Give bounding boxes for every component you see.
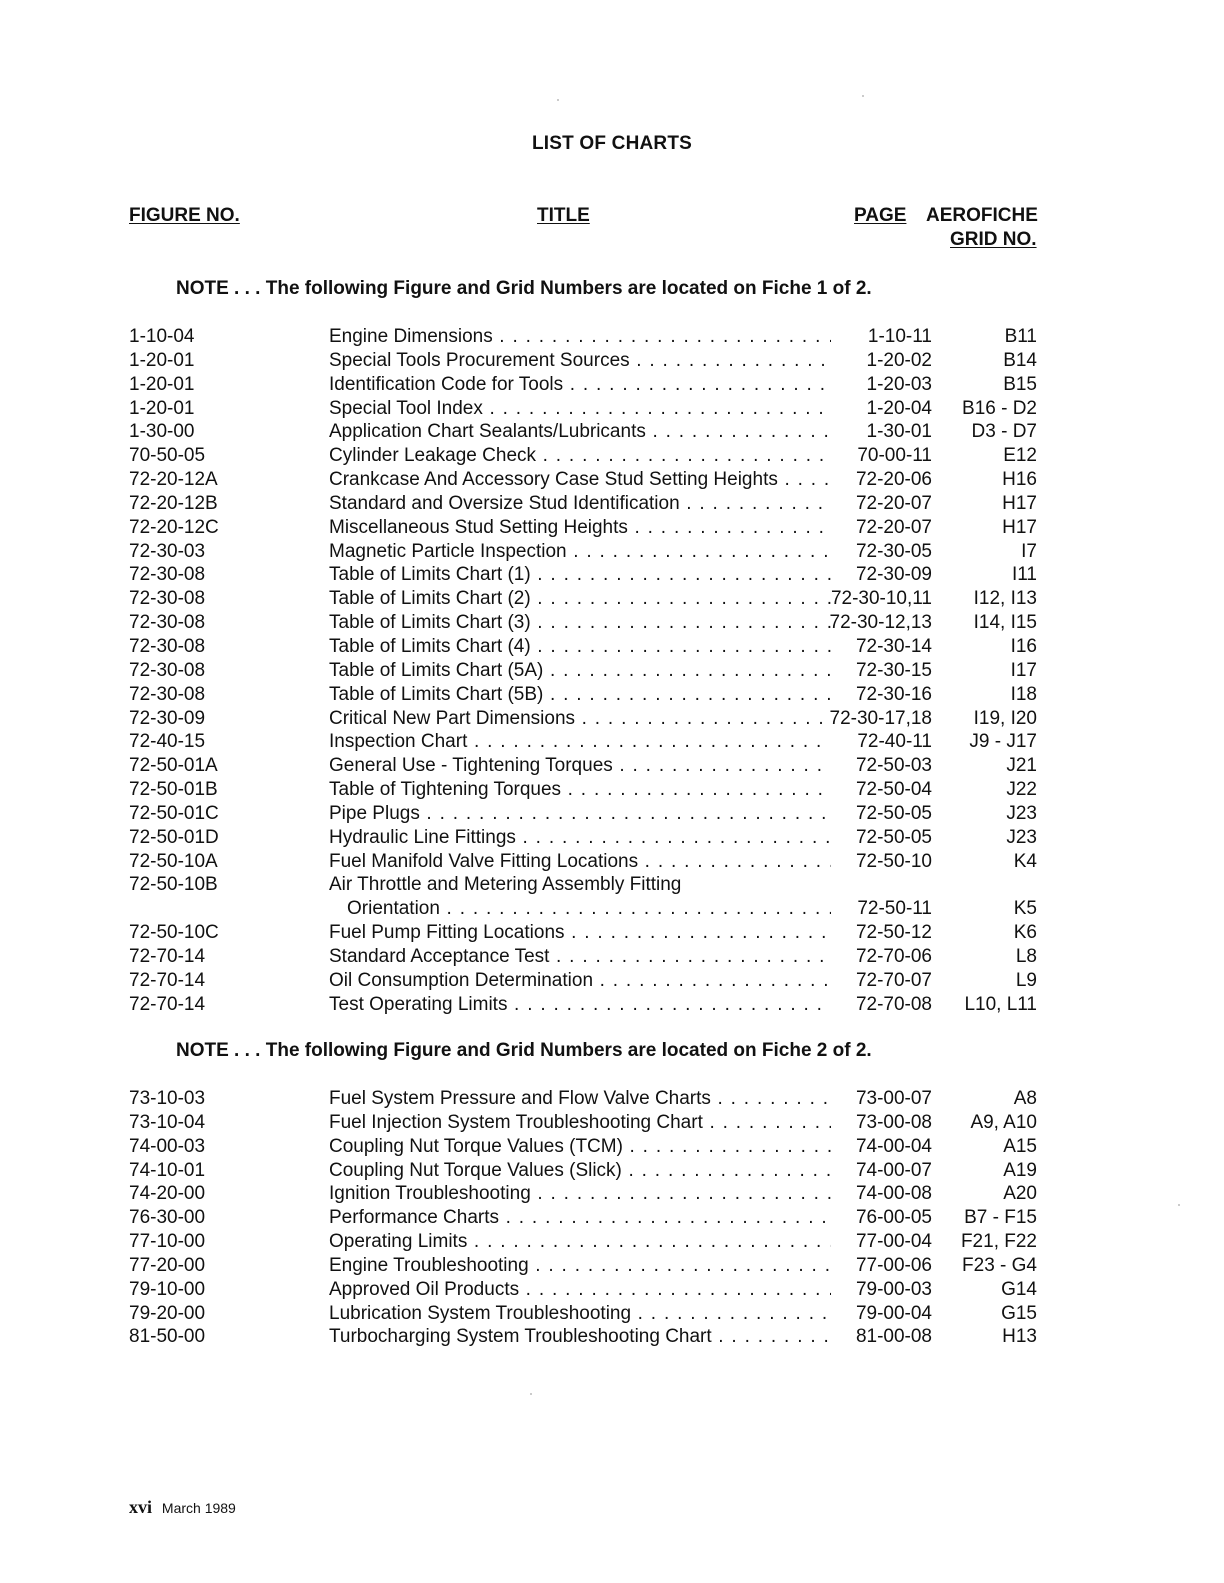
figure-number: 72-30-09 (129, 707, 206, 729)
figure-number: 72-30-03 (129, 540, 206, 562)
figure-number: 79-20-00 (129, 1302, 206, 1324)
figure-number: 72-30-08 (129, 564, 206, 586)
chart-title: Engine Dimensions . . . (329, 325, 831, 349)
scan-speck (862, 95, 864, 97)
figure-number: 72-70-14 (129, 945, 206, 967)
chart-list-row (0, 1325, 1224, 1349)
aerofiche-grid-number: I16 (1010, 635, 1037, 657)
chart-title: Identification Code for Tools . . . (329, 373, 831, 397)
aerofiche-grid-number: L8 (1015, 945, 1037, 967)
footer-date: March 1989 (161, 1500, 236, 1516)
figure-number: 72-30-08 (129, 588, 206, 610)
page-reference: 72-50-04 (855, 779, 932, 801)
page-reference: 74-00-08 (855, 1183, 932, 1205)
page-reference: 73-00-08 (855, 1111, 932, 1133)
chart-title: Pipe Plugs . . . (329, 802, 831, 826)
aerofiche-grid-number: B11 (1004, 326, 1037, 347)
chart-list-row (0, 373, 1224, 397)
page-reference: 77-00-06 (855, 1254, 932, 1276)
figure-number: 72-20-12A (129, 469, 218, 491)
chart-list-row (0, 945, 1224, 969)
page-reference: 1-20-04 (866, 397, 932, 419)
chart-title: Engine Troubleshooting . . . (329, 1254, 831, 1278)
chart-list-row (0, 1230, 1224, 1254)
figure-number: 72-30-08 (129, 659, 206, 681)
chart-list-row (0, 492, 1224, 516)
aerofiche-grid-number: L9 (1015, 969, 1037, 991)
figure-number: 72-50-10A (129, 850, 218, 872)
figure-number: 72-70-14 (129, 969, 206, 991)
chart-title: Standard Acceptance Test . . . (329, 945, 831, 969)
figure-number: 1-10-04 (129, 326, 195, 347)
aerofiche-grid-number: J21 (1006, 755, 1037, 777)
page-reference: 72-20-07 (855, 516, 932, 538)
page-title: LIST OF CHARTS (531, 133, 693, 154)
chart-title: Special Tools Procurement Sources . . . (329, 349, 831, 373)
chart-list-row (0, 563, 1224, 587)
chart-title: Orientation . . . (347, 897, 831, 921)
page-reference: 81-00-08 (855, 1326, 932, 1348)
aerofiche-grid-number: E12 (1003, 445, 1037, 467)
figure-number: 81-50-00 (129, 1326, 206, 1348)
chart-list-row (0, 1182, 1224, 1206)
chart-title: Performance Charts . . . (329, 1206, 831, 1230)
scan-speck (557, 99, 559, 101)
figure-number: 1-20-01 (129, 397, 195, 419)
aerofiche-grid-number: G14 (1001, 1278, 1037, 1300)
chart-list-row (0, 1302, 1224, 1326)
chart-list-row (0, 683, 1224, 707)
chart-title: Application Chart Sealants/Lubricants . . . (329, 420, 831, 444)
chart-title: General Use - Tightening Torques . . . (329, 754, 831, 778)
fiche-2-chart-list (0, 1087, 1224, 1349)
page-reference: 73-00-07 (855, 1088, 932, 1109)
page-reference: 72-30-14 (855, 635, 932, 657)
figure-number: 1-30-00 (129, 421, 195, 443)
chart-list-row (0, 540, 1224, 564)
aerofiche-grid-number: K5 (1013, 898, 1037, 920)
aerofiche-grid-number: I17 (1010, 659, 1037, 681)
scan-speck (1178, 1204, 1180, 1206)
chart-title: Table of Limits Chart (5A) . . . (329, 659, 831, 683)
page-reference: 72-30-10,11 (830, 588, 932, 610)
aerofiche-grid-number: G15 (1001, 1302, 1037, 1324)
page-reference: 72-20-07 (855, 492, 932, 514)
page-reference: 1-10-11 (867, 326, 932, 347)
chart-list-row (0, 397, 1224, 421)
page-footer (129, 1497, 236, 1518)
aerofiche-grid-number: H17 (1002, 516, 1037, 538)
page-reference: 72-70-07 (855, 969, 932, 991)
chart-title: Oil Consumption Determination . . . (329, 969, 831, 993)
figure-number: 72-30-08 (129, 683, 206, 705)
chart-list-row (0, 802, 1224, 826)
chart-list-row (0, 1087, 1224, 1111)
aerofiche-grid-number: I11 (1011, 564, 1037, 586)
aerofiche-grid-number: F23 - G4 (962, 1254, 1037, 1276)
aerofiche-grid-number: A19 (1003, 1159, 1037, 1181)
figure-number: 77-10-00 (129, 1231, 206, 1253)
page-reference: 74-00-04 (855, 1135, 932, 1157)
aerofiche-grid-number: B7 - F15 (964, 1207, 1037, 1229)
chart-title: Table of Limits Chart (1) . . . (329, 563, 831, 587)
chart-title: Miscellaneous Stud Setting Heights . . . (329, 516, 831, 540)
chart-title: Crankcase And Accessory Case Stud Setting Heights . . . (329, 468, 831, 492)
figure-number: 1-20-01 (129, 373, 195, 395)
chart-list-row (0, 826, 1224, 850)
aerofiche-grid-number: H16 (1002, 469, 1037, 491)
chart-list-row (0, 468, 1224, 492)
chart-title: Approved Oil Products . . . (329, 1278, 831, 1302)
figure-number: 72-50-10B (129, 874, 218, 896)
aerofiche-grid-number: H17 (1002, 492, 1037, 514)
aerofiche-grid-number: I19, I20 (973, 707, 1037, 729)
chart-list-row (0, 325, 1224, 349)
chart-list-row (0, 707, 1224, 731)
chart-title: Hydraulic Line Fittings . . . (329, 826, 831, 850)
chart-list-row (0, 873, 1224, 897)
fiche-1-chart-list (0, 325, 1224, 1016)
chart-title: Turbocharging System Troubleshooting Chart . . . (329, 1325, 831, 1349)
aerofiche-grid-number: A20 (1003, 1183, 1037, 1205)
chart-title: Table of Tightening Torques . . . (329, 778, 831, 802)
chart-title: Coupling Nut Torque Values (TCM) . . . (329, 1135, 831, 1159)
footer-page-number: xvi (129, 1497, 153, 1517)
chart-list-row (0, 1206, 1224, 1230)
aerofiche-grid-number: J23 (1006, 826, 1037, 848)
chart-title: Table of Limits Chart (5B) . . . (329, 683, 831, 707)
chart-title: Inspection Chart . . . (329, 730, 831, 754)
chart-title: Operating Limits . . . (329, 1230, 831, 1254)
chart-list-row (0, 516, 1224, 540)
page-reference: 72-50-05 (855, 802, 932, 824)
scan-speck (530, 1393, 532, 1395)
aerofiche-grid-number: A9, A10 (970, 1111, 1037, 1133)
chart-title: Fuel System Pressure and Flow Valve Charts . . . (329, 1087, 831, 1111)
fiche-1-note: NOTE . . . The following Figure and Grid Numbers are located on Fiche 1 of 2. (176, 278, 872, 299)
page-reference: 72-50-11 (857, 898, 932, 920)
chart-title: Special Tool Index . . . (329, 397, 831, 421)
chart-list-row (0, 921, 1224, 945)
page-reference: 72-30-16 (855, 683, 932, 705)
header-title: TITLE (537, 205, 590, 226)
figure-number: 77-20-00 (129, 1254, 206, 1276)
figure-number: 76-30-00 (129, 1207, 206, 1229)
chart-list-row (0, 420, 1224, 444)
aerofiche-grid-number: B15 (1003, 373, 1037, 395)
chart-list-row (0, 1159, 1224, 1183)
figure-number: 73-10-04 (129, 1111, 206, 1133)
chart-title: Cylinder Leakage Check . . . (329, 444, 831, 468)
chart-title: Test Operating Limits . . . (329, 993, 831, 1017)
page-reference: 1-20-03 (866, 373, 932, 395)
chart-list-row (0, 659, 1224, 683)
figure-number: 72-50-01B (129, 779, 218, 801)
page-reference: 1-30-01 (866, 421, 932, 443)
figure-number: 74-00-03 (129, 1135, 206, 1157)
chart-list-row (0, 349, 1224, 373)
chart-title: Critical New Part Dimensions . . . (329, 707, 831, 731)
chart-title: Lubrication System Troubleshooting . . . (329, 1302, 831, 1326)
page-reference: 72-30-15 (855, 659, 932, 681)
page-reference: 72-30-05 (855, 540, 932, 562)
figure-number: 74-10-01 (129, 1159, 206, 1181)
header-figure-no: FIGURE NO. (129, 205, 240, 226)
aerofiche-grid-number: I14, I15 (973, 612, 1037, 634)
aerofiche-grid-number: D3 - D7 (971, 421, 1037, 443)
figure-number: 79-10-00 (129, 1278, 206, 1300)
chart-list-row (0, 1135, 1224, 1159)
chart-title: Ignition Troubleshooting . . . (329, 1182, 831, 1206)
aerofiche-grid-number: J9 - J17 (969, 731, 1037, 753)
figure-number: 72-20-12C (129, 516, 219, 538)
chart-list-row (0, 969, 1224, 993)
aerofiche-grid-number: L10, L11 (964, 993, 1037, 1015)
chart-list-row (0, 635, 1224, 659)
aerofiche-grid-number: J23 (1006, 802, 1037, 824)
figure-number: 72-30-08 (129, 612, 206, 634)
header-page: PAGE (854, 205, 907, 226)
page-reference: 74-00-07 (855, 1159, 932, 1181)
chart-title: Table of Limits Chart (2) . . . (329, 587, 831, 611)
page-reference: 76-00-05 (855, 1207, 932, 1229)
chart-title: Fuel Manifold Valve Fitting Locations . . . (329, 850, 831, 874)
page-reference: 72-50-03 (855, 755, 932, 777)
chart-list-row (0, 611, 1224, 635)
aerofiche-grid-number: B16 - D2 (962, 397, 1037, 419)
chart-title: Standard and Oversize Stud Identification . . . (329, 492, 831, 516)
page-reference: 72-30-12,13 (829, 612, 932, 634)
chart-list-row (0, 993, 1224, 1017)
chart-list-row (0, 730, 1224, 754)
aerofiche-grid-number: B14 (1003, 349, 1037, 371)
figure-number: 74-20-00 (129, 1183, 206, 1205)
figure-number: 72-30-08 (129, 635, 206, 657)
fiche-2-note: NOTE . . . The following Figure and Grid Numbers are located on Fiche 2 of 2. (176, 1040, 872, 1061)
aerofiche-grid-number: I7 (1021, 540, 1037, 562)
page-reference: 72-30-17,18 (829, 707, 932, 729)
figure-number: 72-20-12B (129, 492, 218, 514)
page-reference: 70-00-11 (857, 445, 932, 467)
figure-number: 72-50-01D (129, 826, 219, 848)
chart-list-row (0, 1278, 1224, 1302)
figure-number: 72-70-14 (129, 993, 206, 1015)
page-reference: 72-70-08 (855, 993, 932, 1015)
aerofiche-grid-number: A15 (1003, 1135, 1037, 1157)
figure-number: 72-50-01A (129, 755, 218, 777)
chart-list-row (0, 1111, 1224, 1135)
aerofiche-grid-number: F21, F22 (960, 1231, 1037, 1253)
chart-list-row (0, 1254, 1224, 1278)
aerofiche-grid-number: J22 (1006, 779, 1037, 801)
chart-list-row (0, 444, 1224, 468)
page-reference: 72-70-06 (855, 945, 932, 967)
chart-list-row (0, 754, 1224, 778)
page-reference: 72-30-09 (855, 564, 932, 586)
page-reference: 72-50-10 (855, 850, 932, 872)
page-reference: 72-20-06 (855, 469, 932, 491)
page-reference: 72-50-12 (855, 922, 932, 944)
aerofiche-grid-number: K4 (1013, 850, 1037, 872)
figure-number: 70-50-05 (129, 445, 206, 467)
chart-title: Fuel Injection System Troubleshooting Chart . . . (329, 1111, 831, 1135)
page-reference: 1-20-02 (866, 349, 932, 371)
figure-number: 73-10-03 (129, 1088, 206, 1109)
chart-title: Coupling Nut Torque Values (Slick) . . . (329, 1159, 831, 1183)
page-reference: 77-00-04 (855, 1231, 932, 1253)
aerofiche-grid-number: H13 (1002, 1326, 1037, 1348)
chart-list-row (0, 587, 1224, 611)
page-reference: 79-00-03 (855, 1278, 932, 1300)
aerofiche-grid-number: K6 (1013, 922, 1037, 944)
aerofiche-grid-number: I18 (1010, 683, 1037, 705)
chart-title: Fuel Pump Fitting Locations . . . (329, 921, 831, 945)
aerofiche-grid-number: A8 (1013, 1088, 1037, 1109)
header-aerofiche: AEROFICHE (926, 205, 1038, 226)
chart-list-row (0, 897, 1224, 921)
page-reference: 72-50-05 (855, 826, 932, 848)
figure-number: 72-50-10C (129, 922, 219, 944)
aerofiche-grid-number: I12, I13 (973, 588, 1037, 610)
page-reference: 72-40-11 (857, 731, 932, 753)
chart-title: Magnetic Particle Inspection . . . (329, 540, 831, 564)
chart-list-row (0, 850, 1224, 874)
page-reference: 79-00-04 (855, 1302, 932, 1324)
figure-number: 72-50-01C (129, 802, 219, 824)
chart-list-row (0, 778, 1224, 802)
chart-title: Table of Limits Chart (3) . . . (329, 611, 831, 635)
header-grid-no: GRID NO. (950, 229, 1037, 250)
chart-title: Air Throttle and Metering Assembly Fitting (329, 874, 682, 896)
figure-number: 1-20-01 (129, 349, 195, 371)
figure-number: 72-40-15 (129, 731, 206, 753)
chart-title: Table of Limits Chart (4) . . . (329, 635, 831, 659)
